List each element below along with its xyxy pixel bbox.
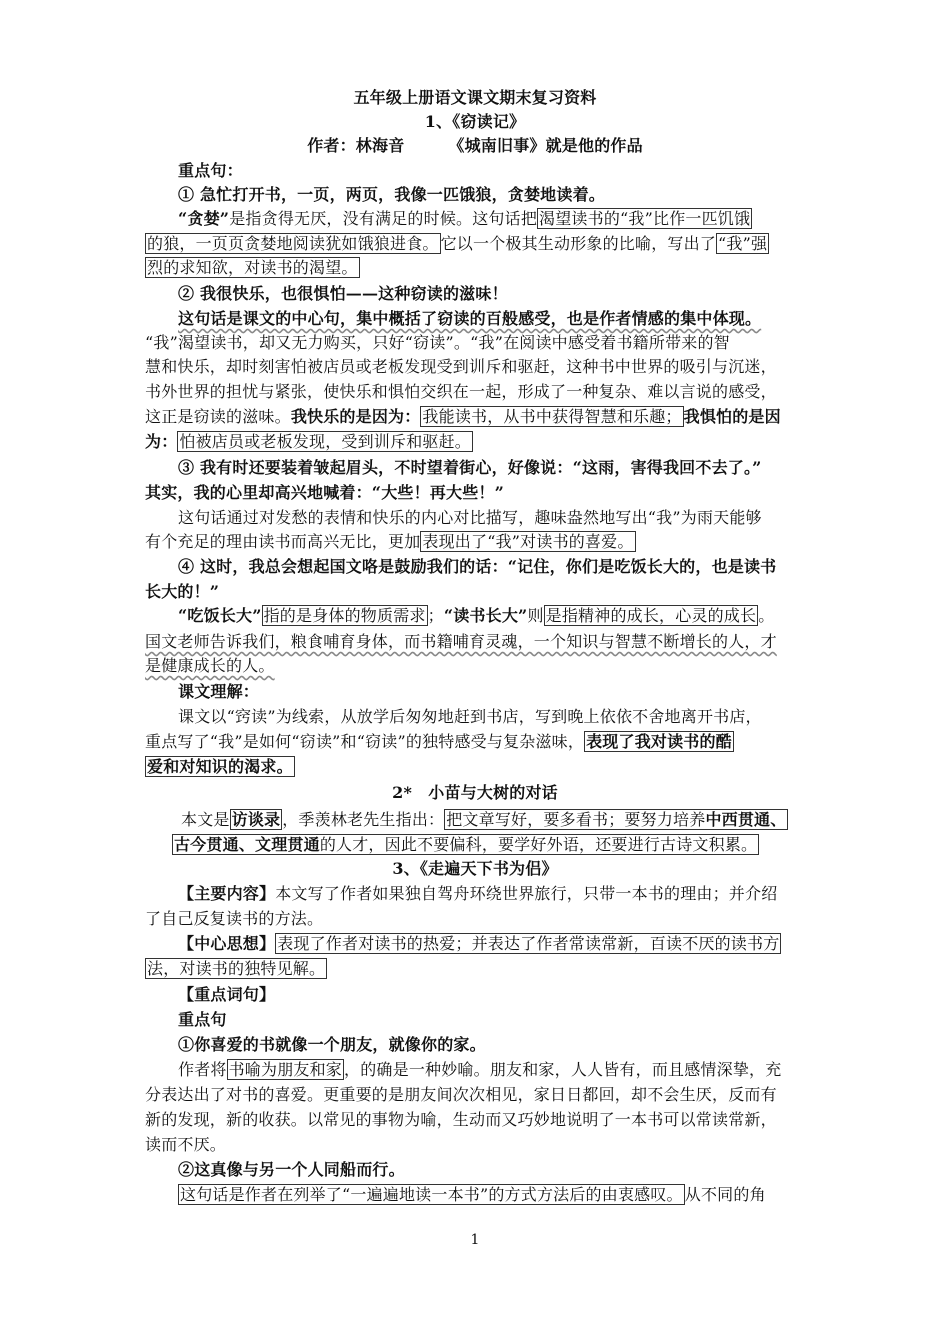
text: 它以一个极其生动形象的比喻，写出了 <box>440 234 717 253</box>
key-sentence-s3-2: ②这真像与另一个人同船而行。 <box>178 1160 405 1179</box>
explanation-1-line1 <box>145 207 848 231</box>
boxed-text: 这句话是作者在列举了“一遍遍地读一本书”的方式方法后的由衷感叹。 <box>180 1185 683 1204</box>
term-greedy: “贪婪” <box>178 209 230 228</box>
key-sentence-s3-1: ①你喜爱的书就像一个朋友，就像你的家。 <box>178 1035 486 1054</box>
understanding-line3 <box>145 755 815 779</box>
key-sentence-4-line1: ④ 这时，我总会想起国文咯是鼓励我们的话：“记住，你们是吃饭长大的，也是读书 <box>178 557 777 576</box>
explanation-3-line1: 这句话通过对发愁的表情和快乐的内心对比描写，趣味盎然地写出“我”为雨天能够 <box>178 508 762 527</box>
boxed-text <box>444 809 788 830</box>
bold-text: 中西贯通、 <box>705 810 787 829</box>
explanation-1-line2 <box>145 232 815 256</box>
bold-text: 我惧怕的是因 <box>683 407 781 426</box>
text: 是指贪得无厌，没有满足的时候。这句话把 <box>229 209 538 228</box>
key-words-label: 【重点词句】 <box>178 985 276 1004</box>
bold-text: 为： <box>145 432 178 451</box>
bold-text: 我快乐的是因为： <box>290 407 421 426</box>
k2-explanation-line1 <box>145 1183 848 1207</box>
explanation-4-line2 <box>145 630 815 654</box>
text: 则 <box>527 606 544 625</box>
text: ； <box>427 606 444 625</box>
text: 这正是窃读的滋味。 <box>145 407 291 426</box>
k1-explanation-line4: 读而不厌。 <box>145 1135 227 1154</box>
key-sentence-3-line1: ③ 我有时还要装着皱起眉头，不时望着街心，好像说：“这雨，害得我回不去了。” <box>178 458 762 477</box>
section2-title: 2* 小苗与大树的对话 <box>392 783 558 802</box>
main-content-line2: 了自己反复读书的方法。 <box>145 909 324 928</box>
boxed-text: “我”强 <box>718 234 768 253</box>
key-sentence-1: ① 急忙打开书，一页，两页，我像一匹饿狼，贪婪地读着。 <box>178 185 605 204</box>
text: 从不同的角 <box>684 1185 766 1204</box>
key-sentence-label: 重点句 <box>178 1010 227 1029</box>
key-sentences-label: 重点句： <box>178 161 243 180</box>
section1-title: 1、《窃读记》 <box>424 112 526 131</box>
text: 作者将 <box>178 1060 227 1079</box>
author-work: 《城南旧事》就是他的作品 <box>448 136 643 155</box>
k1-explanation-line2: 分表达出了对书的喜爱。更重要的是朋友间次次相见，家日日都回，却不会生厌，反而有 <box>145 1085 777 1104</box>
text: 把文章写好，要多看书；要努力培养 <box>446 810 706 829</box>
explanation-2-line1 <box>145 307 848 331</box>
main-content-label: 【主要内容】 <box>178 884 276 903</box>
wavy-underlined-text: 这句话是课文的中心句，集中概括了窃读的百般感受，也是作者情感的集中体现。 <box>178 309 762 328</box>
boxed-text: 法，对读书的独特见解。 <box>147 959 326 978</box>
author-label: 作者：林海音 <box>307 136 405 155</box>
boxed-text: 是指精神的成长，心灵的成长 <box>545 606 757 625</box>
central-idea-line2 <box>145 957 815 981</box>
boxed-text: 指的是身体的物质需求 <box>263 606 426 625</box>
doc-title: 五年级上册语文课文期末复习资料 <box>353 88 597 107</box>
explanation-4-line1 <box>145 604 848 628</box>
boxed-text: 表现出了“我”对读书的喜爱。 <box>422 532 634 551</box>
key-sentence-2: ② 我很快乐，也很惧怕——这种窃读的滋味！ <box>178 284 508 303</box>
explanation-2-line6 <box>145 430 815 454</box>
wavy-underlined-text: 是健康成长的人。 <box>145 656 275 675</box>
explanation-2-line3: 慧和快乐，却时刻害怕被店员或老板发现受到训斥和驱赶，这种书中世界的吸引与沉迷， <box>145 357 777 376</box>
section1-author <box>145 134 805 158</box>
boxed-text: 的狼，一页页贪婪地阅读犹如饿狼进食。 <box>147 234 439 253</box>
k1-explanation-line3: 新的发现，新的收获。以常见的事物为喻，生动而又巧妙地说明了一本书可以常读常新， <box>145 1110 777 1129</box>
bold-text: 古今贯通、文理贯通 <box>174 835 320 854</box>
boxed-bold-text: 爱和对知识的渴求。 <box>147 757 293 776</box>
boxed-text: 烈的求知欲，对读书的渴望。 <box>147 258 358 277</box>
boxed-text: 表现了作者对读书的热爱；并表达了作者常读常新，百读不厌的读书方 <box>277 934 780 953</box>
page-number: 1 <box>470 1232 480 1248</box>
section2-line2 <box>145 833 842 857</box>
section3-title: 3、《走遍天下书为侣》 <box>392 859 558 878</box>
term-eating: “吃饭长大” <box>178 606 262 625</box>
wavy-underlined-text: 国文老师告诉我们，粮食哺育身体，而书籍哺育灵魂，一个知识与智慧不断增长的人，才 <box>145 632 777 651</box>
term-reading: “读书长大” <box>443 606 528 625</box>
boxed-text: 怕被店员或老板发现，受到训斥和驱赶。 <box>179 432 472 451</box>
main-content-line1 <box>145 882 848 906</box>
understanding-line1: 课文以“窍读”为线索，从放学后匆匆地赶到书店，写到晚上依依不舍地离开书店， <box>178 707 762 726</box>
boxed-text: 书喻为朋友和家 <box>228 1060 343 1079</box>
k1-explanation-line1 <box>145 1058 848 1082</box>
boxed-bold-text: 访谈录 <box>231 810 281 829</box>
boxed-bold-text: 表现了我对读书的酷 <box>586 732 732 751</box>
section2-line1 <box>145 808 851 832</box>
explanation-1-line3 <box>145 256 815 280</box>
boxed-text: 渴望读书的“我”比作一匹饥饿 <box>539 209 751 228</box>
key-sentence-4-line2: 长大的！” <box>145 582 220 601</box>
boxed-text: 我能读书，从书中获得智慧和乐趣； <box>422 407 682 426</box>
text: 的人才，因此不要偏科，要学好外语，还要进行古诗文积累。 <box>319 835 758 854</box>
explanation-2-line5 <box>145 405 815 429</box>
central-idea-label: 【中心思想】 <box>178 934 276 953</box>
explanation-4-line3 <box>145 654 815 678</box>
understanding-line2 <box>145 730 815 754</box>
text: 有个充足的理由读书而高兴无比，更加 <box>145 532 421 551</box>
understanding-label: 课文理解： <box>178 682 260 701</box>
central-idea-line1 <box>145 932 848 956</box>
text: 本文写了作者如果独自驾舟环绕世界旅行，只带一本书的理由；并介绍 <box>275 884 778 903</box>
text: 本文是 <box>181 810 230 829</box>
key-sentence-3-line2: 其实，我的心里却高兴地喊着：“大些！再大些！” <box>145 483 505 502</box>
explanation-2-line4: 书外世界的担忧与紧张，使快乐和惧怕交织在一起，形成了一种复杂、难以言说的感受， <box>145 382 777 401</box>
boxed-text <box>172 834 759 855</box>
text: 。 <box>758 606 775 625</box>
text: ，的确是一种妙喻。朋友和家，人人皆有，而且感情深挚，充 <box>344 1060 782 1079</box>
explanation-3-line2 <box>145 530 815 554</box>
text: ，季羡林老先生指出： <box>282 810 445 829</box>
explanation-2-line2: “我”渴望读书，却又无力购买，只好“窃读”。“我”在阅读中感受着书籍所带来的智 <box>145 333 730 352</box>
text: 重点写了“我”是如何“窃读”和“窃读”的独特感受与复杂滋味， <box>145 732 585 751</box>
